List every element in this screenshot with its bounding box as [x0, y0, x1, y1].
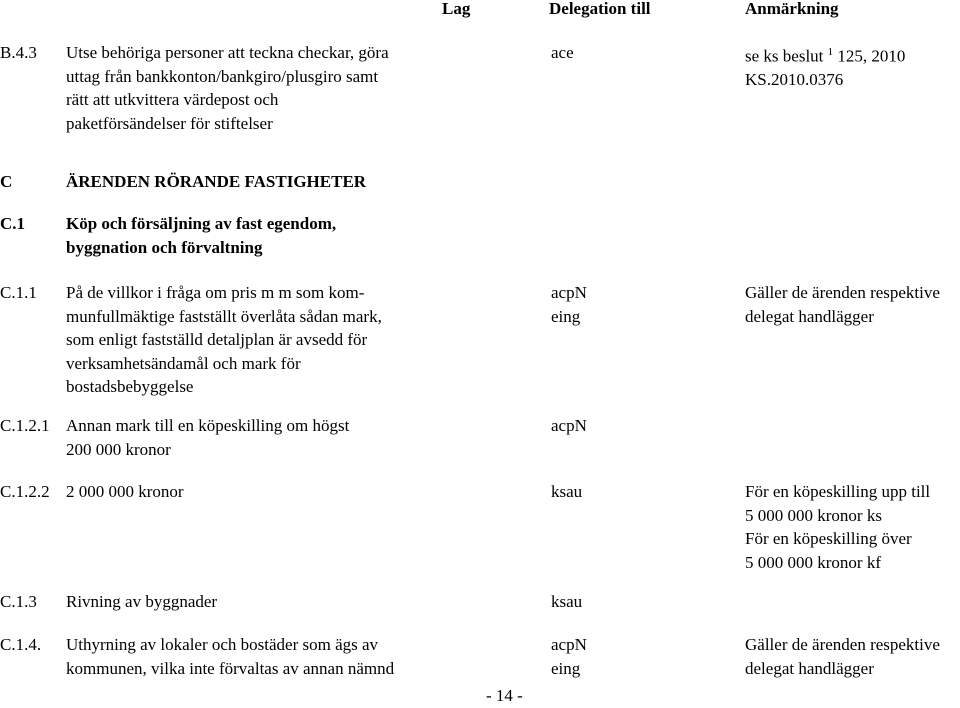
row-remark-line: delegat handlägger	[745, 306, 874, 326]
row-text-line: Köp och försäljning av fast egendom,	[66, 214, 337, 233]
delegation-line: eing	[551, 306, 581, 326]
row-number: B.4.3	[0, 43, 37, 62]
row-remark-line: För en köpeskilling upp till	[745, 482, 931, 501]
row-delegation: ace	[551, 43, 574, 62]
row-text	[66, 414, 349, 461]
row-delegation: acpN	[551, 416, 587, 435]
remark-text: 125, 2010	[837, 46, 906, 66]
row-text-line: bostadsbebyggelse	[66, 377, 194, 396]
section-number: C	[0, 172, 13, 191]
row-text-line: munfullmäktige fastställt överlåta sådan mark,	[66, 306, 382, 326]
row-number: C.1.1	[0, 283, 37, 302]
delegation-line: eing	[551, 658, 581, 678]
row-text-line: Uthyrning av lokaler och bostäder som ägs av	[66, 635, 379, 654]
subsection-number: C.1	[0, 214, 26, 233]
row-text-line: kommunen, vilka inte förvaltas av annan nämnd	[66, 658, 395, 678]
row-text: Rivning av byggnader	[66, 592, 218, 611]
remark-text: se ks beslut	[745, 46, 824, 66]
row-text-line: som enligt fastställd detaljplan är avsedd för	[66, 330, 368, 349]
row-remark-line: KS.2010.0376	[745, 70, 844, 90]
row-remark	[745, 480, 930, 574]
row-text	[66, 633, 394, 680]
row-remark	[745, 41, 905, 92]
row-text-line: Annan mark till en köpeskilling om högst	[66, 416, 350, 435]
row-delegation	[551, 281, 587, 328]
row-delegation: ksau	[551, 482, 583, 501]
row-text-line: byggnation och förvaltning	[66, 237, 263, 257]
row-remark-line: 5 000 000 kronor kf	[745, 552, 881, 572]
row-remark-line: delegat handlägger	[745, 658, 874, 678]
row-delegation	[551, 633, 587, 680]
row-text-line: rätt att utkvittera värdepost och	[66, 90, 279, 109]
row-text: 2 000 000 kronor	[66, 482, 184, 501]
column-header-lag: Lag	[442, 0, 471, 18]
row-remark-line	[745, 41, 905, 68]
row-text	[66, 281, 382, 399]
row-remark-line: 5 000 000 kronor ks	[745, 505, 882, 525]
row-text-line: 200 000 kronor	[66, 439, 171, 459]
row-remark	[745, 281, 940, 328]
row-text	[66, 41, 389, 135]
row-text-line: Utse behöriga personer att teckna checkar, göra	[66, 43, 389, 62]
delegation-line: acpN	[551, 283, 587, 302]
row-text-line: uttag från bankkonton/bankgiro/plusgiro samt	[66, 66, 379, 86]
row-number: C.1.4.	[0, 635, 42, 654]
row-text-line: verksamhetsändamål och mark för	[66, 353, 301, 373]
section-title: ÄRENDEN RÖRANDE FASTIGHETER	[66, 172, 367, 191]
row-text-line: På de villkor i fråga om pris m m som kom-	[66, 283, 365, 302]
column-header-anmarkning: Anmärkning	[745, 0, 839, 18]
column-header-delegation: Delegation till	[549, 0, 651, 18]
row-number: C.1.2.1	[0, 416, 50, 435]
delegation-line: acpN	[551, 635, 587, 654]
page-number: - 14 -	[486, 686, 523, 705]
footnote-marker: 1	[827, 46, 834, 58]
row-remark-line: Gäller de ärenden respektive	[745, 635, 940, 654]
row-number: C.1.3	[0, 592, 37, 611]
row-number: C.1.2.2	[0, 482, 50, 501]
row-remark	[745, 633, 940, 680]
row-text-line: paketförsändelser för stiftelser	[66, 113, 273, 133]
row-remark-line: För en köpeskilling över	[745, 529, 912, 548]
row-remark-line: Gäller de ärenden respektive	[745, 283, 940, 302]
row-delegation: ksau	[551, 592, 583, 611]
subsection-title	[66, 212, 336, 259]
